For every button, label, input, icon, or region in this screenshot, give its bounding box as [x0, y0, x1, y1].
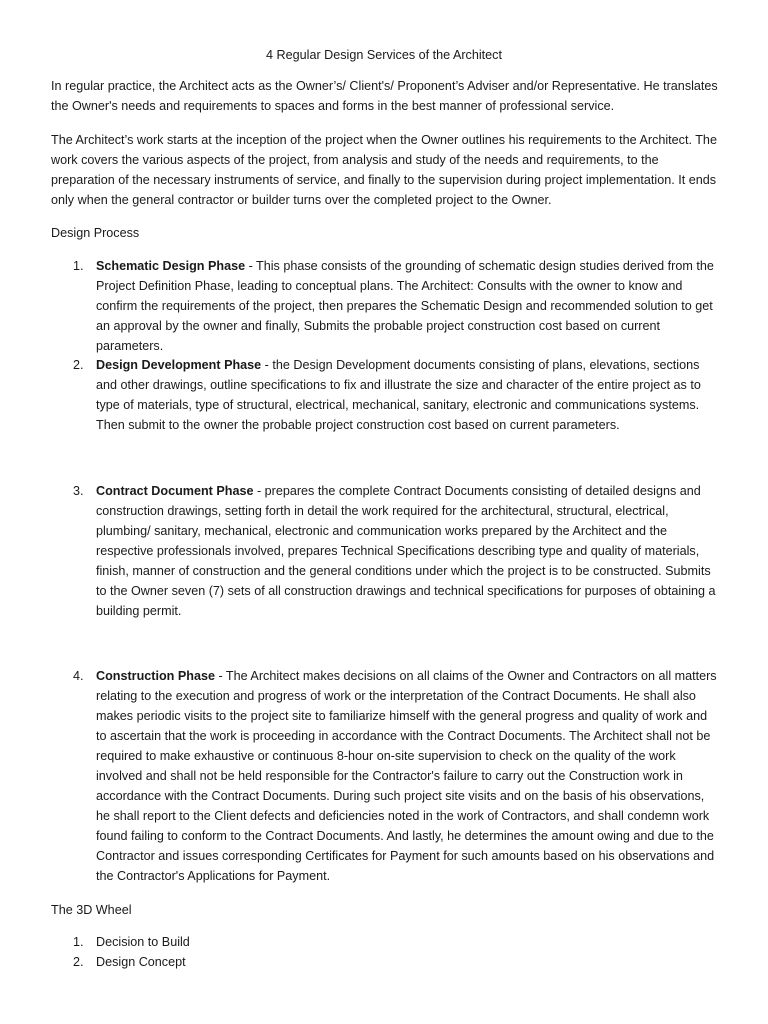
list-item-text: Decision to Build: [96, 935, 190, 949]
phase-title: Contract Document Phase: [96, 484, 254, 498]
list-item: [73, 666, 721, 886]
phase-description: - the Design Development documents consisting of plans, elevations, sections and other drawings, outline specifications to fix and illustrate the size and character of the entire project as to type of materials, type of structural, electrical, mechanical, sanitary, electronic and communications systems. Then submit to the owner the probable project construction cost based on current parameters.: [96, 358, 701, 432]
list-number: 4.: [73, 669, 84, 683]
list-number: 3.: [73, 484, 84, 498]
document-title: 4 Regular Design Services of the Architect: [266, 48, 502, 62]
list-item: [73, 932, 721, 952]
phase-description: - The Architect makes decisions on all claims of the Owner and Contractors on all matters relating to the execution and progress of work or the interpretation of the Contract Documents. He shall also makes periodic visits to the project site to familiarize himself with the general progress and quality of work and to ascertain that the work is proceeding in accordance with the Contract Documents. The Architect shall not be required to make exhaustive or continuous 8-hour on-site supervision to check on the quality of the work involved and shall not be held responsible for the Contractor's failure to carry out the Construction work in accordance with the Contract Documents. During such project site visits and on the basis of his observations, he shall report to the Client defects and deficiencies noted in the work of Contractors, and shall condemn work found failing to conform to the Contract Documents. And lastly, he determines the amount owing and due to the Contractor and issues corresponding Certificates for Payment for such amounts based on his observations and the Contractor's Applications for Payment.: [96, 669, 717, 883]
wheel-heading: The 3D Wheel: [51, 903, 132, 917]
list-item: [73, 481, 721, 621]
list-number: 1.: [73, 259, 84, 273]
list-number: 2.: [73, 358, 84, 372]
list-number: 1.: [73, 935, 84, 949]
phase-description: - This phase consists of the grounding of schematic design studies derived from the Project Definition Phase, leading to conceptual plans. The Architect: Consults with the owner to know and confirm the requirements of the project, then prepares the Schematic Design and recommended solution to get an approval by the owner and finally, Submits the probable project construction cost based on current parameters.: [96, 259, 714, 353]
phase-title: Construction Phase: [96, 669, 215, 683]
phase-title: Schematic Design Phase: [96, 259, 246, 273]
intro-paragraph: The Architect’s work starts at the inception of the project when the Owner outlines his requirements to the Architect. The work covers the various aspects of the project, from analysis and study of the needs and requirements, to the preparation of the necessary instruments of service, and finally to the supervision during project implementation. It ends only when the general contractor or builder turns over the completed project to the Owner.: [51, 133, 717, 207]
design-process-heading: Design Process: [51, 226, 140, 240]
intro-paragraph: In regular practice, the Architect acts as the Owner’s/ Client's/ Proponent’s Adviser and/or Representative. He translates the Owner's needs and requirements to spaces and forms in the best manner of professional service.: [51, 79, 718, 113]
phase-description: - prepares the complete Contract Documents consisting of detailed designs and construction drawings, setting forth in detail the work required for the architectural, structural, electrical, plumbing/ sanitary, mechanical, electronic and communication works prepared by the Architect and the respective professionals involved, prepares Technical Specifications describing type and quality of materials, finish, manner of construction and the general conditions under which the project is to be constructed. Submits to the Owner seven (7) sets of all construction drawings and technical specifications for purposes of obtaining a building permit.: [96, 484, 716, 618]
list-item: [73, 952, 721, 972]
list-item: [73, 256, 721, 356]
phase-title: Design Development Phase: [96, 358, 262, 372]
list-item: [73, 355, 721, 435]
list-item-text: Design Concept: [96, 955, 186, 969]
list-number: 2.: [73, 955, 84, 969]
